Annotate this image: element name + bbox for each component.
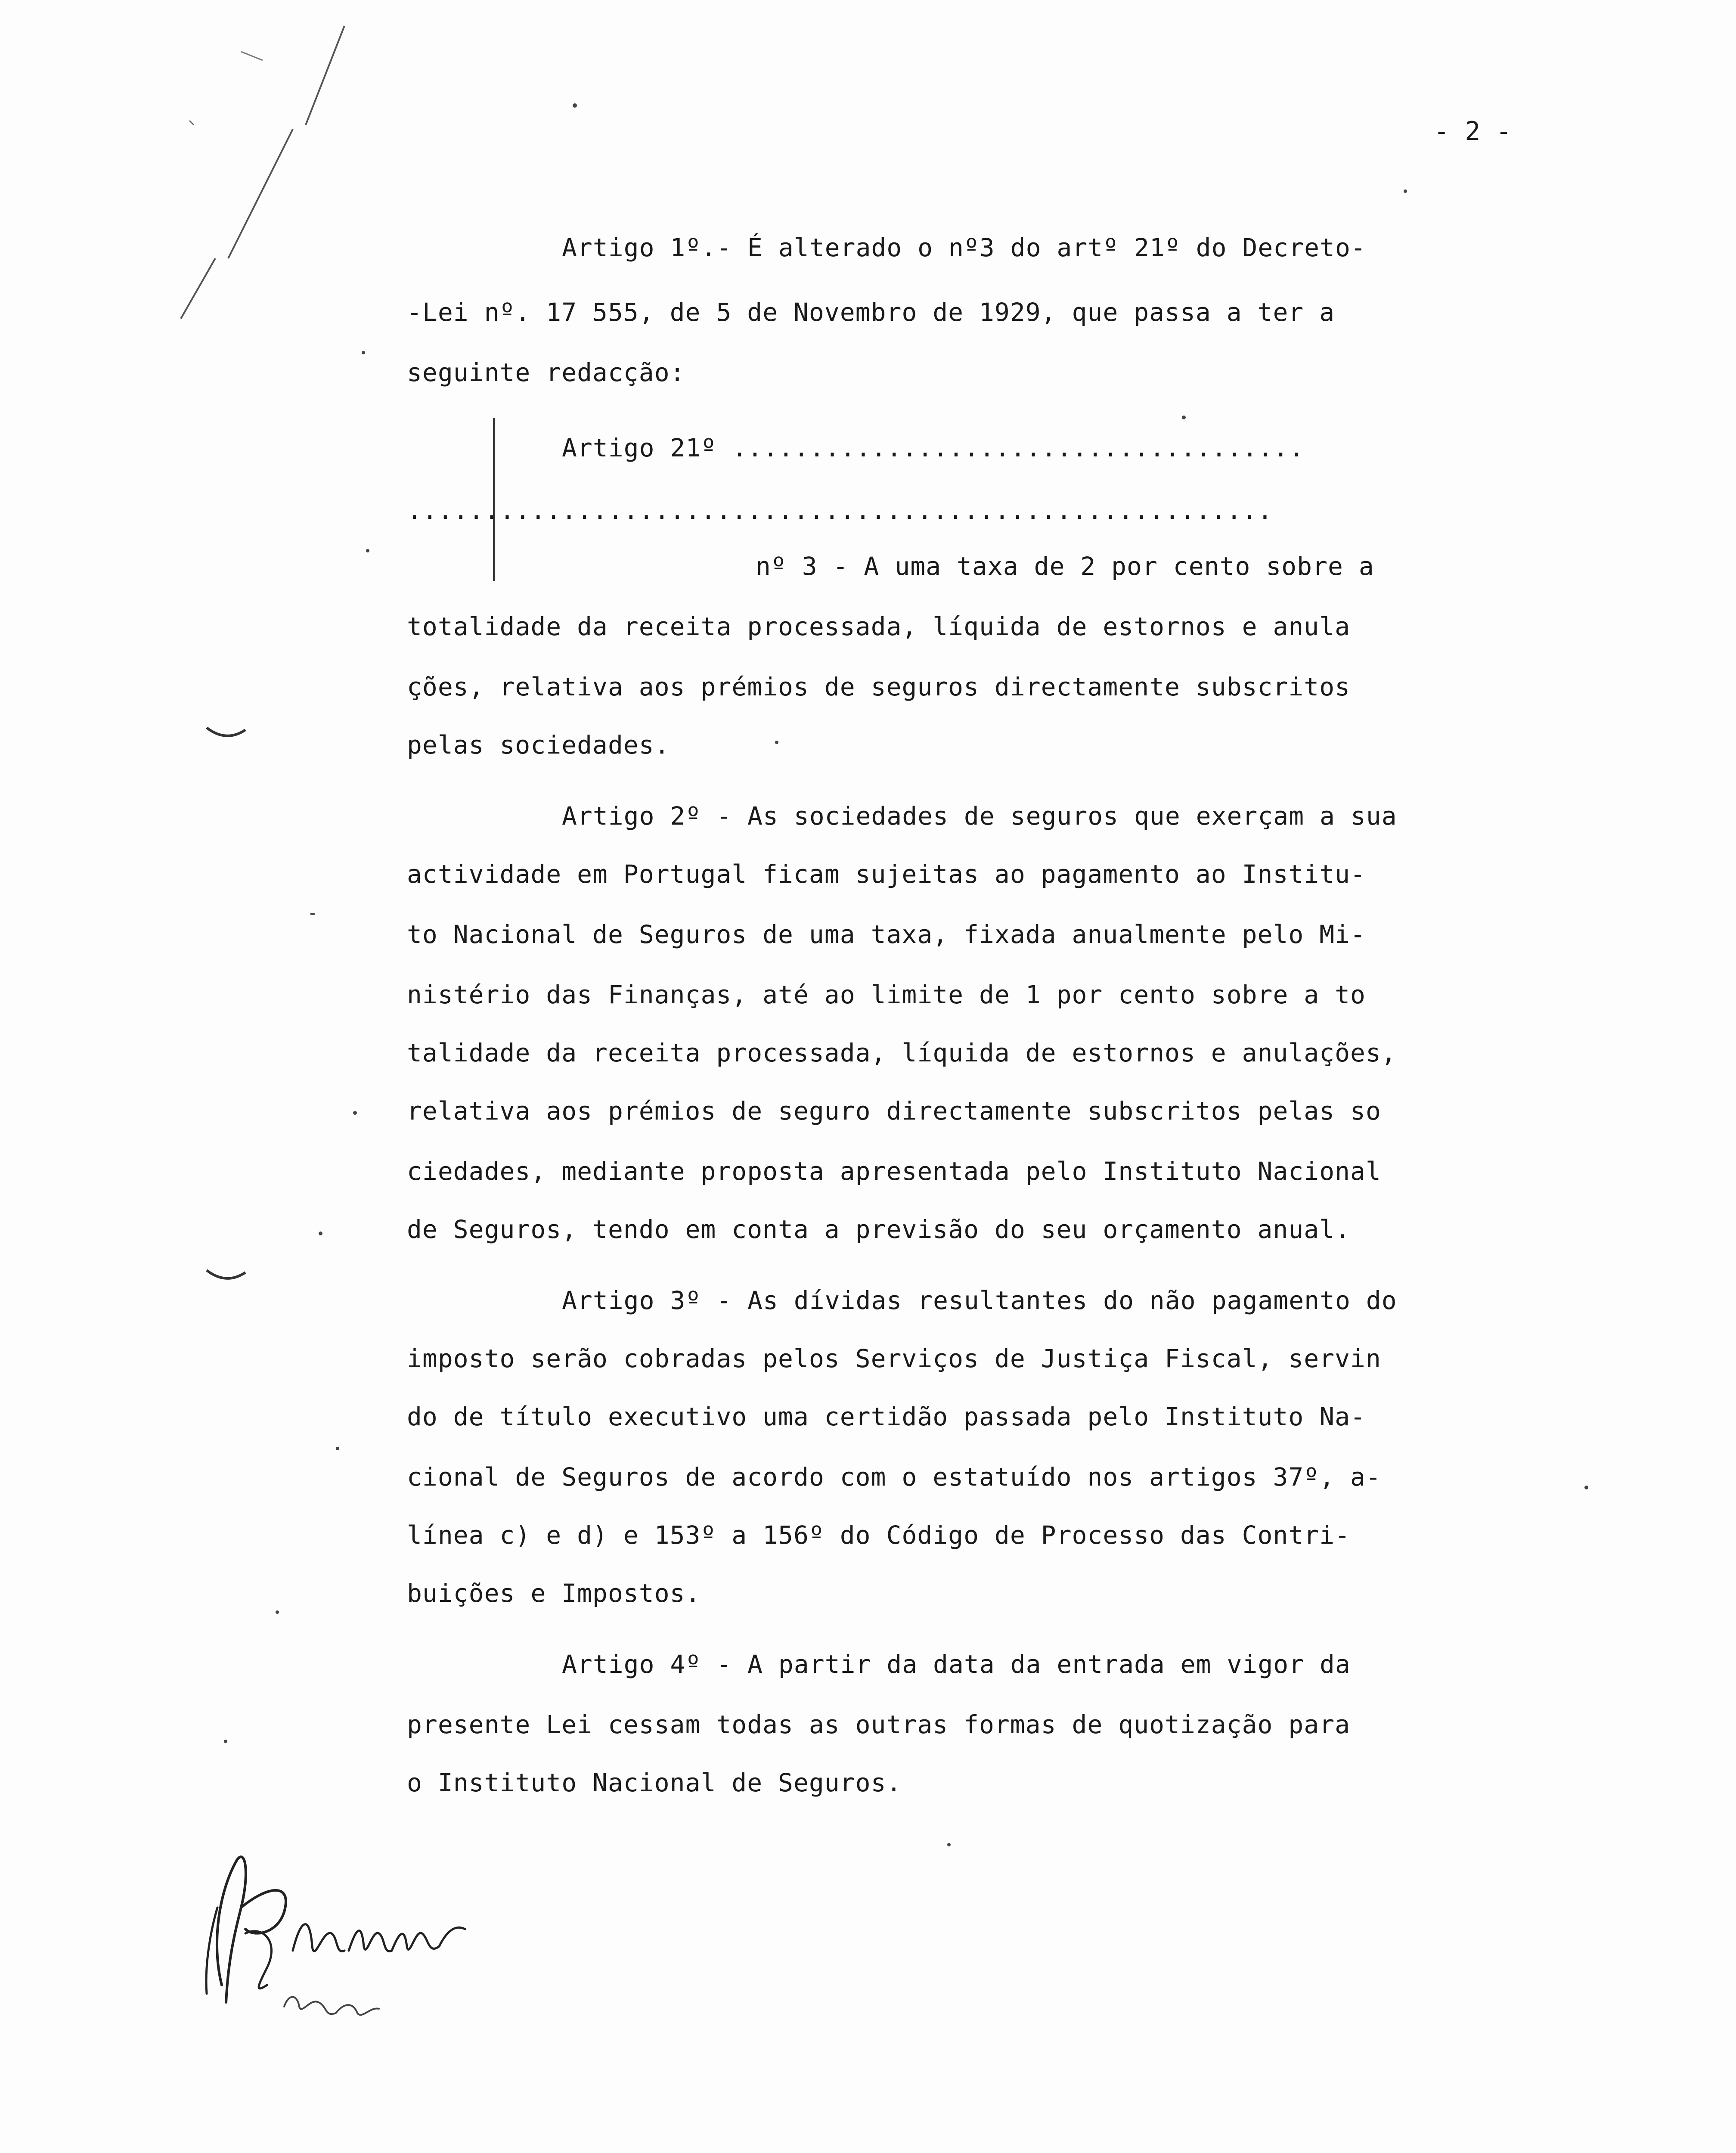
- speck: [1404, 189, 1407, 193]
- speck: [276, 1610, 279, 1614]
- text-line: totalidade da receita processada, líquida de estornos e anula: [407, 612, 1351, 641]
- text-line: relativa aos prémios de seguro directamente subscritos pelas so: [407, 1096, 1381, 1126]
- text-line: nº 3 - A uma taxa de 2 por cento sobre a: [756, 552, 1374, 581]
- text-line: seguinte redacção:: [407, 358, 685, 387]
- speck: [775, 741, 778, 744]
- text-line: ções, relativa aos prémios de seguros directamente subscritos: [407, 672, 1351, 701]
- page-number: - 2 -: [1434, 116, 1512, 146]
- text-line: Artigo 21º .....................................: [562, 433, 1305, 462]
- text-line: ciedades, mediante proposta apresentada pelo Instituto Nacional: [407, 1157, 1381, 1186]
- text-line: ........................................................: [407, 496, 1273, 525]
- text-line: imposto serão cobradas pelos Serviços de Justiça Fiscal, servin: [407, 1344, 1381, 1373]
- text-line: de Seguros, tendo em conta a previsão do seu orçamento anual.: [407, 1215, 1351, 1244]
- speck: [366, 549, 369, 552]
- speck: [353, 1111, 357, 1115]
- speck: [336, 1447, 339, 1450]
- text-line: do de título executivo uma certidão passada pelo Instituto Na-: [407, 1402, 1366, 1431]
- speck: [310, 913, 315, 915]
- speck: [319, 1232, 322, 1235]
- speck: [1182, 416, 1186, 419]
- speck: [947, 1843, 951, 1846]
- text-line: -Lei nº. 17 555, de 5 de Novembro de 1929, que passa a ter a: [407, 298, 1335, 327]
- text-line: to Nacional de Seguros de uma taxa, fixada anualmente pelo Mi-: [407, 920, 1366, 949]
- speck: [362, 351, 365, 354]
- punch-mark: [202, 1266, 254, 1292]
- punch-mark: [202, 723, 254, 749]
- text-line: línea c) e d) e 153º a 156º do Código de Processo das Contri-: [407, 1520, 1351, 1550]
- text-line: o Instituto Nacional de Seguros.: [407, 1768, 902, 1797]
- speck: [573, 103, 577, 108]
- text-line: cional de Seguros de acordo com o estatuído nos artigos 37º, a-: [407, 1462, 1381, 1492]
- text-line: talidade da receita processada, líquida de estornos e anulações,: [407, 1038, 1397, 1067]
- text-line: Artigo 3º - As dívidas resultantes do não pagamento do: [562, 1286, 1397, 1315]
- text-line: Artigo 4º - A partir da data da entrada em vigor da: [562, 1650, 1351, 1679]
- text-line: pelas sociedades.: [407, 730, 670, 760]
- speck: [224, 1740, 227, 1743]
- handwritten-signature: [181, 1821, 568, 2028]
- speck: [1584, 1486, 1588, 1489]
- margin-pencil-marks: [164, 17, 379, 344]
- text-line: buições e Impostos.: [407, 1579, 701, 1608]
- text-line: Artigo 1º.- É alterado o nº3 do artº 21º do Decreto-: [562, 233, 1366, 262]
- text-line: nistério das Finanças, até ao limite de 1 por cento sobre a to: [407, 980, 1366, 1009]
- text-line: Artigo 2º - As sociedades de seguros que exerçam a sua: [562, 801, 1397, 831]
- text-line: actividade em Portugal ficam sujeitas ao pagamento ao Institu-: [407, 859, 1366, 889]
- text-line: presente Lei cessam todas as outras formas de quotização para: [407, 1710, 1351, 1739]
